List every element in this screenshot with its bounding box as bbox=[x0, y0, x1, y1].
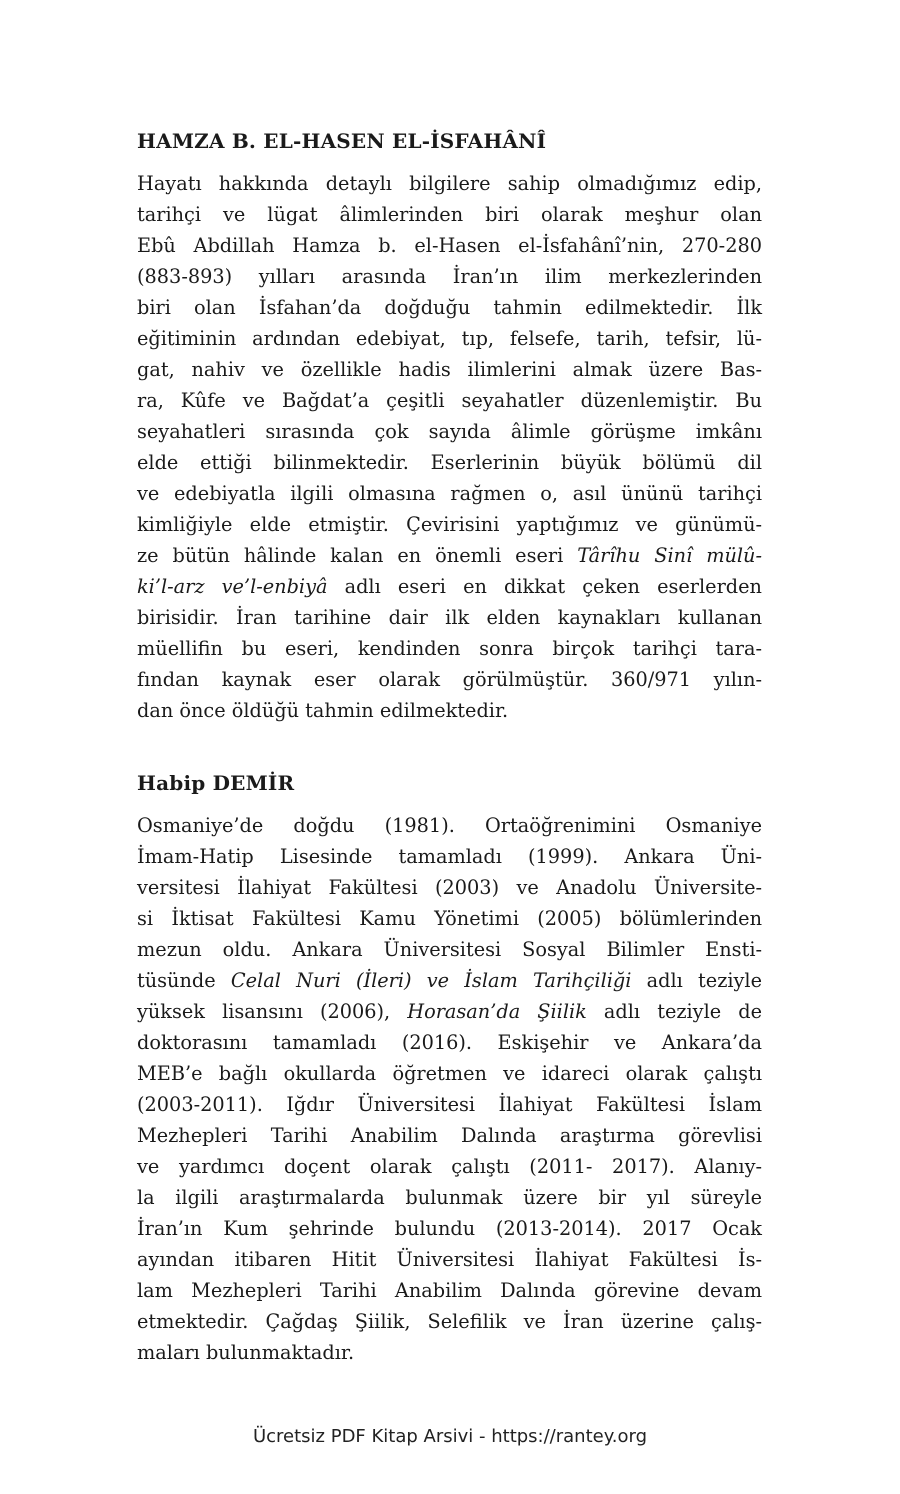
text-line: gat, nahiv ve özellikle hadis ilimlerini almak üzere Bas- bbox=[137, 358, 762, 381]
text-line: (883-893) yılları arasında İran’ın ilim merkezlerinden bbox=[137, 265, 762, 288]
text-line: maları bulunmaktadır. bbox=[137, 1341, 355, 1364]
text-line: ve yardımcı doçent olarak çalıştı (2011- 2017). Alanıy- bbox=[137, 1155, 762, 1178]
text-line: ve edebiyatla ilgili olmasına rağmen o, asıl ününü tarihçi bbox=[137, 482, 762, 505]
text-line: lam Mezhepleri Tarihi Anabilim Dalında görevine devam bbox=[137, 1279, 762, 1302]
text-line bbox=[137, 996, 762, 1027]
text-run: adlı teziyle bbox=[631, 969, 763, 992]
text-line: biri olan İsfahan’da doğduğu tahmin edilmektedir. İlk bbox=[137, 296, 762, 319]
text-line: tarihçi ve lügat âlimlerinden biri olarak meşhur olan bbox=[137, 203, 762, 226]
text-line: kimliğiyle elde etmiştir. Çevirisini yaptığımız ve günümü- bbox=[137, 513, 762, 536]
text-line bbox=[137, 571, 762, 602]
bio-section-isfahani bbox=[137, 124, 762, 726]
section-heading: Habip DEMİR bbox=[137, 771, 295, 795]
text-run: adlı eseri en dikkat çeken eserlerden bbox=[327, 575, 762, 598]
text-line: si İktisat Fakültesi Kamu Yönetimi (2005) bölümlerinden bbox=[137, 907, 762, 930]
text-line: ayından itibaren Hitit Üniversitesi İlahiyat Fakültesi İs- bbox=[137, 1248, 762, 1271]
page-content bbox=[137, 124, 762, 1368]
text-line: la ilgili araştırmalarda bulunmak üzere bir yıl süreyle bbox=[137, 1186, 762, 1209]
book-title-italic: ki’l-arz ve’l-enbiyâ bbox=[137, 575, 328, 598]
book-title-italic: Târîhu Sinî mülû- bbox=[577, 544, 762, 567]
text-line: birisidir. İran tarihine dair ilk elden kaynakları kullanan bbox=[137, 606, 762, 629]
text-run: yüksek lisansını (2006), bbox=[137, 1000, 408, 1023]
bio-paragraph bbox=[137, 168, 762, 726]
bio-paragraph bbox=[137, 810, 762, 1368]
text-line: İran’ın Kum şehrinde bulundu (2013-2014). 2017 Ocak bbox=[137, 1217, 762, 1240]
text-line: müellifin bu eseri, kendinden sonra birçok tarihçi tara- bbox=[137, 637, 762, 660]
text-line: İmam-Hatip Lisesinde tamamladı (1999). Ankara Üni- bbox=[137, 845, 762, 868]
thesis-title-italic: Horasan’da Şiilik bbox=[407, 1000, 587, 1023]
text-line: Mezhepleri Tarihi Anabilim Dalında araştırma görevlisi bbox=[137, 1124, 762, 1147]
text-line: Hayatı hakkında detaylı bilgilere sahip olmadığımız edip, bbox=[137, 172, 762, 195]
text-line: doktorasını tamamladı (2016). Eskişehir ve Ankara’da bbox=[137, 1031, 762, 1054]
thesis-title-italic: Celal Nuri (İleri) ve İslam Tarihçiliği bbox=[230, 969, 632, 992]
text-line: seyahatleri sırasında çok sayıda âlimle görüşme imkânı bbox=[137, 420, 762, 443]
footer-note: Ücretsiz PDF Kitap Arsivi - https://rantey.org bbox=[252, 1426, 648, 1447]
section-heading: HAMZA B. EL-HASEN EL-İSFAHÂNÎ bbox=[137, 129, 547, 153]
text-line: dan önce öldüğü tahmin edilmektedir. bbox=[137, 699, 509, 722]
text-line: fından kaynak eser olarak görülmüştür. 360/971 yılın- bbox=[137, 668, 762, 691]
text-line: (2003-2011). Iğdır Üniversitesi İlahiyat Fakültesi İslam bbox=[137, 1093, 762, 1116]
text-line bbox=[137, 965, 762, 996]
text-line: elde ettiği bilinmektedir. Eserlerinin büyük bölümü dil bbox=[137, 451, 762, 474]
text-line: mezun oldu. Ankara Üniversitesi Sosyal Bilimler Ensti- bbox=[137, 938, 762, 961]
bio-section-demir bbox=[137, 766, 762, 1368]
text-run: adlı teziyle de bbox=[586, 1000, 762, 1023]
text-run: tüsünde bbox=[137, 969, 231, 992]
text-line: MEB’e bağlı okullarda öğretmen ve idareci olarak çalıştı bbox=[137, 1062, 762, 1085]
text-line: ra, Kûfe ve Bağdat’a çeşitli seyahatler düzenlemiştir. Bu bbox=[137, 389, 762, 412]
text-line: versitesi İlahiyat Fakültesi (2003) ve Anadolu Üniversite- bbox=[137, 876, 762, 899]
text-line: Osmaniye’de doğdu (1981). Ortaöğrenimini Osmaniye bbox=[137, 814, 762, 837]
text-line: eğitiminin ardından edebiyat, tıp, felsefe, tarih, tefsir, lü- bbox=[137, 327, 762, 350]
text-run: ze bütün hâlinde kalan en önemli eseri bbox=[137, 544, 578, 567]
text-line bbox=[137, 540, 762, 571]
text-line: etmektedir. Çağdaş Şiilik, Selefilik ve İran üzerine çalış- bbox=[137, 1310, 762, 1333]
text-line: Ebû Abdillah Hamza b. el-Hasen el-İsfahânî’nin, 270-280 bbox=[137, 234, 762, 257]
